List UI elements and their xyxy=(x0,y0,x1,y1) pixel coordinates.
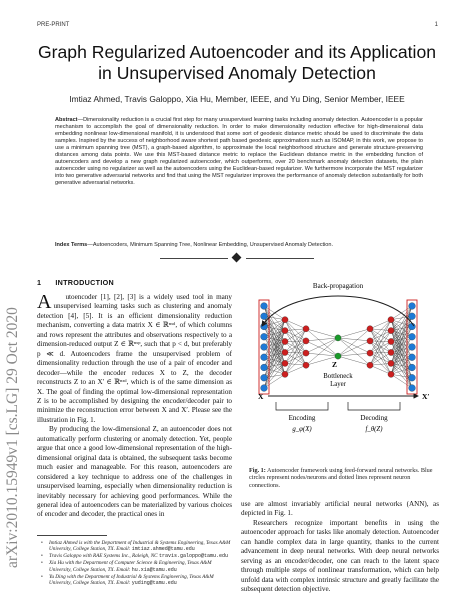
caption-text: Autoencoder framework using feed-forward neural networks. Blue circles represent nodes/neurons and dotted lines represent neuron connections. xyxy=(249,467,433,489)
hidden-neuron xyxy=(282,360,288,366)
hidden-neuron xyxy=(303,338,309,344)
z-label: Z xyxy=(332,360,338,369)
intro-paragraph-1-text: utoencoder [1], [2], [3] is a widely used tool in many unsupervised learning tasks such as clustering and anomaly detection [4], [5]. It is an efficient dimensionality reduction mechanism, converting a data matrix X ∈ ℝⁿˣᵈ, of which columns and rows represent the attributes and observations respectively to a dimension-reduced output Z ∈ ℝⁿˣᵖ, such that p < d, but preferably p ≪ d. Autoencoders frame the unsupervised problem of dimensionality reduction through the use of a pair of encoder and decoder—while the encoder reduces X to Z, the decoder reconstructs Z to an X′ ∈ ℝⁿˣᵈ, which is of the same dimension as X. The goal of finding the optimal low-dimensional representation Z is to be accomplished by designing the encoder/decoder pair to minimize the reconstruction error between X and X′. Please see the illustration in Fig. 1. xyxy=(37,293,232,424)
io-neuron xyxy=(409,364,416,371)
footnotes xyxy=(37,540,234,587)
section-number: 1 xyxy=(37,278,42,287)
output-xprime-label: X′ xyxy=(422,392,430,401)
index-terms-label: Index Terms xyxy=(55,242,88,248)
hidden-neuron xyxy=(367,362,373,368)
io-neuron xyxy=(409,385,416,392)
neuron-connection xyxy=(338,341,370,356)
running-header: PRE-PRINT xyxy=(37,22,70,28)
io-neuron xyxy=(409,354,416,361)
encoding-bracket xyxy=(276,402,328,410)
neuron-connection xyxy=(338,338,370,341)
io-neuron xyxy=(261,354,268,361)
io-neuron xyxy=(261,364,268,371)
hidden-neuron xyxy=(367,326,373,332)
neuron-connection xyxy=(338,356,370,365)
hidden-neuron xyxy=(282,349,288,355)
footnote-rule xyxy=(37,535,107,536)
io-neuron xyxy=(409,303,416,310)
footnote-item: • Yu Ding with the Department of Industrial & Systems Engineering, Texas A&M University, College Station, TX. Email: yuding@tamu.edu xyxy=(37,574,234,587)
right-paragraph-1: use are almost invariably artificial neural networks (ANN), as depicted in Fig. 1. xyxy=(241,500,439,518)
right-paragraph-2: Researchers recognize important benefits in using the autoencoder approach for tasks like anomaly detection. Autoencoder can handle complex data in large quantity, thanks to the current advancement in deep neural networks. With deep neural networks serving as an encoder/decoder, one can reach to the latent space through multiple steps of nonlinear transformation, which can help unfold data with complex intrinsic structure and greatly facilitate the subsequent detection objective. xyxy=(241,518,439,594)
section-heading xyxy=(37,278,114,287)
neuron-connection xyxy=(338,338,370,353)
layer-label: Layer xyxy=(330,381,346,388)
arxiv-stamp: arXiv:2010.15949v1 [cs.LG] 29 Oct 2020 xyxy=(4,307,21,568)
hidden-neuron xyxy=(388,317,394,323)
left-column xyxy=(37,293,232,520)
io-neuron xyxy=(261,333,268,340)
footnote-email[interactable]: imtiaz.ahmed@tamu.edu xyxy=(131,546,195,553)
io-neuron xyxy=(261,385,268,392)
caption-label: Fig. 1: xyxy=(249,467,266,474)
neuron-connection xyxy=(306,338,338,341)
io-neuron xyxy=(261,313,268,320)
abstract-text: —Dimensionality reduction is a crucial first step for many unsupervised learning tasks including anomaly detection. Autoencoder is a popular mechanism to accomplish the goal of dimensionality reduction. In order to make dimensionality reduction effective for high-dimensional data embedding nonlinear low-dimensional manifold, it is understood that some sort of geodesic distance metric should be used to discriminate the data samples. Inspired by the success of neighborhood aware shortest path based geodesic approximatiors such as ISOMAP, in this work, we propose to use a minimum spanning tree (MST), a graph-based algorithm, to approximate the local neighborhood structure and generate structure-preserving distances among data points. We use this MST-based distance metric to replace the Euclidean distance metric in the embedding function of autoencoders and develop a new graph regularized autoencoder, which outperforms, over 20 benchmark anomaly detection datasets, the plain autoencoder using no regularizer as well as the autoencoders using the Euclidean-based regularizer. We furthermore incorporate the MST regularizer into two generative adversarial networks and find that using the MST regularizer improves the performance of anomaly detection substantially for both generative adversarial networks. xyxy=(55,117,423,187)
decoder-function: f_θ(Z) xyxy=(365,426,383,433)
bottleneck-neuron xyxy=(335,353,341,359)
intro-paragraph-1 xyxy=(37,293,232,425)
neuron-connection xyxy=(370,320,391,329)
footnote-item: • Xia Hu with the Department of Computer Science & Engineering, Texas A&M University, College Station, TX. Email: hu.xia@tamu.edu xyxy=(37,560,234,573)
hidden-neuron xyxy=(388,360,394,366)
bottleneck-label: Bottleneck xyxy=(323,373,353,380)
io-neuron xyxy=(261,323,268,330)
hidden-neuron xyxy=(282,371,288,377)
neuron-connection xyxy=(285,320,306,329)
hidden-neuron xyxy=(303,326,309,332)
neuron-connection xyxy=(306,338,338,353)
hidden-neuron xyxy=(388,349,394,355)
hidden-neuron xyxy=(388,328,394,334)
io-neuron xyxy=(261,344,268,351)
separator-left xyxy=(160,258,228,259)
hidden-neuron xyxy=(282,338,288,344)
footnote-item: • Imtiaz Ahmed is with the Department of Industrial & Systems Engineering, Texas A&M University, College Station, TX. Email: imtiaz.ahmed@tamu.edu xyxy=(37,540,234,553)
separator-diamond-icon xyxy=(232,253,242,263)
right-column xyxy=(241,500,439,595)
autoencoder-figure xyxy=(238,268,438,468)
author-list: Imtiaz Ahmed, Travis Galoppo, Xia Hu, Member, IEEE, and Yu Ding, Senior Member, IEEE xyxy=(69,94,405,104)
encoder-function: g_φ(X) xyxy=(292,426,312,433)
separator-right xyxy=(246,258,314,259)
figure-caption xyxy=(249,467,439,489)
footnote-email[interactable]: travis.galoppo@tamu.edu xyxy=(158,553,228,560)
io-neuron xyxy=(261,303,268,310)
index-terms-text: —Autoencoders, Minimum Spanning Tree, Nonlinear Embedding, Unsupervised Anomaly Detection. xyxy=(87,242,333,248)
hidden-neuron xyxy=(367,338,373,344)
hidden-neuron xyxy=(367,350,373,356)
encoding-label: Encoding xyxy=(288,414,316,422)
decoding-bracket xyxy=(348,402,400,410)
decoding-label: Decoding xyxy=(360,414,388,422)
hidden-neuron xyxy=(303,362,309,368)
bottleneck-neuron xyxy=(335,335,341,341)
autoencoder-diagram xyxy=(238,268,438,468)
neuron-connection xyxy=(306,353,338,356)
io-neuron xyxy=(409,333,416,340)
footnote-email[interactable]: hu.xia@tamu.edu xyxy=(131,566,177,573)
io-neuron xyxy=(409,374,416,381)
neuron-connection xyxy=(306,341,338,356)
backprop-label: Back-propagation xyxy=(312,282,364,290)
page-number: 1 xyxy=(434,22,438,28)
abstract-label: Abstract xyxy=(55,117,78,123)
input-x-label: X xyxy=(258,392,264,401)
abstract xyxy=(55,117,423,187)
section-title: INTRODUCTION xyxy=(55,278,115,287)
io-neuron xyxy=(261,374,268,381)
neuron-connection xyxy=(338,329,370,338)
neuron-connection xyxy=(338,338,370,365)
footnote-email[interactable]: yuding@tamu.edu xyxy=(131,580,177,587)
io-neuron xyxy=(409,323,416,330)
io-neuron xyxy=(409,313,416,320)
intro-paragraph-2: By producing the low-dimensional Z, an autoencoder does not automatically perform clustering or anomaly detection. Yet, people argue that once a good low-dimensional representation of the high-dimensional original data is obtained, the subsequent tasks become much easier and manageable. For this reason, autoencoders are considered a key technique to address one of the challenges in unsupervised learning, especially when dimensionality reduction is inevitably necessary for achieving good performances. While the general idea of autoencoders can be materialized by various choices of encoder and decoder, the practical ones in xyxy=(37,425,232,519)
hidden-neuron xyxy=(282,317,288,323)
neuron-connection xyxy=(338,353,370,356)
io-neuron xyxy=(409,344,416,351)
neuron-connection xyxy=(285,365,306,374)
index-terms xyxy=(55,242,423,249)
hidden-neuron xyxy=(282,328,288,334)
neuron-connection xyxy=(306,329,338,356)
neuron-connection xyxy=(370,365,391,374)
hidden-neuron xyxy=(388,371,394,377)
hidden-neuron xyxy=(303,350,309,356)
neuron-connection xyxy=(306,329,338,338)
paper-title: Graph Regularized Autoencoder and its Application in Unsupervised Anomaly Detection xyxy=(37,42,437,83)
hidden-neuron xyxy=(388,338,394,344)
drop-cap: A xyxy=(37,291,52,313)
footnote-item: • Travis Galoppo with RAE Systems Inc., Raleigh, NC travis.galoppo@tamu.edu xyxy=(37,553,234,559)
neuron-connection xyxy=(338,329,370,356)
